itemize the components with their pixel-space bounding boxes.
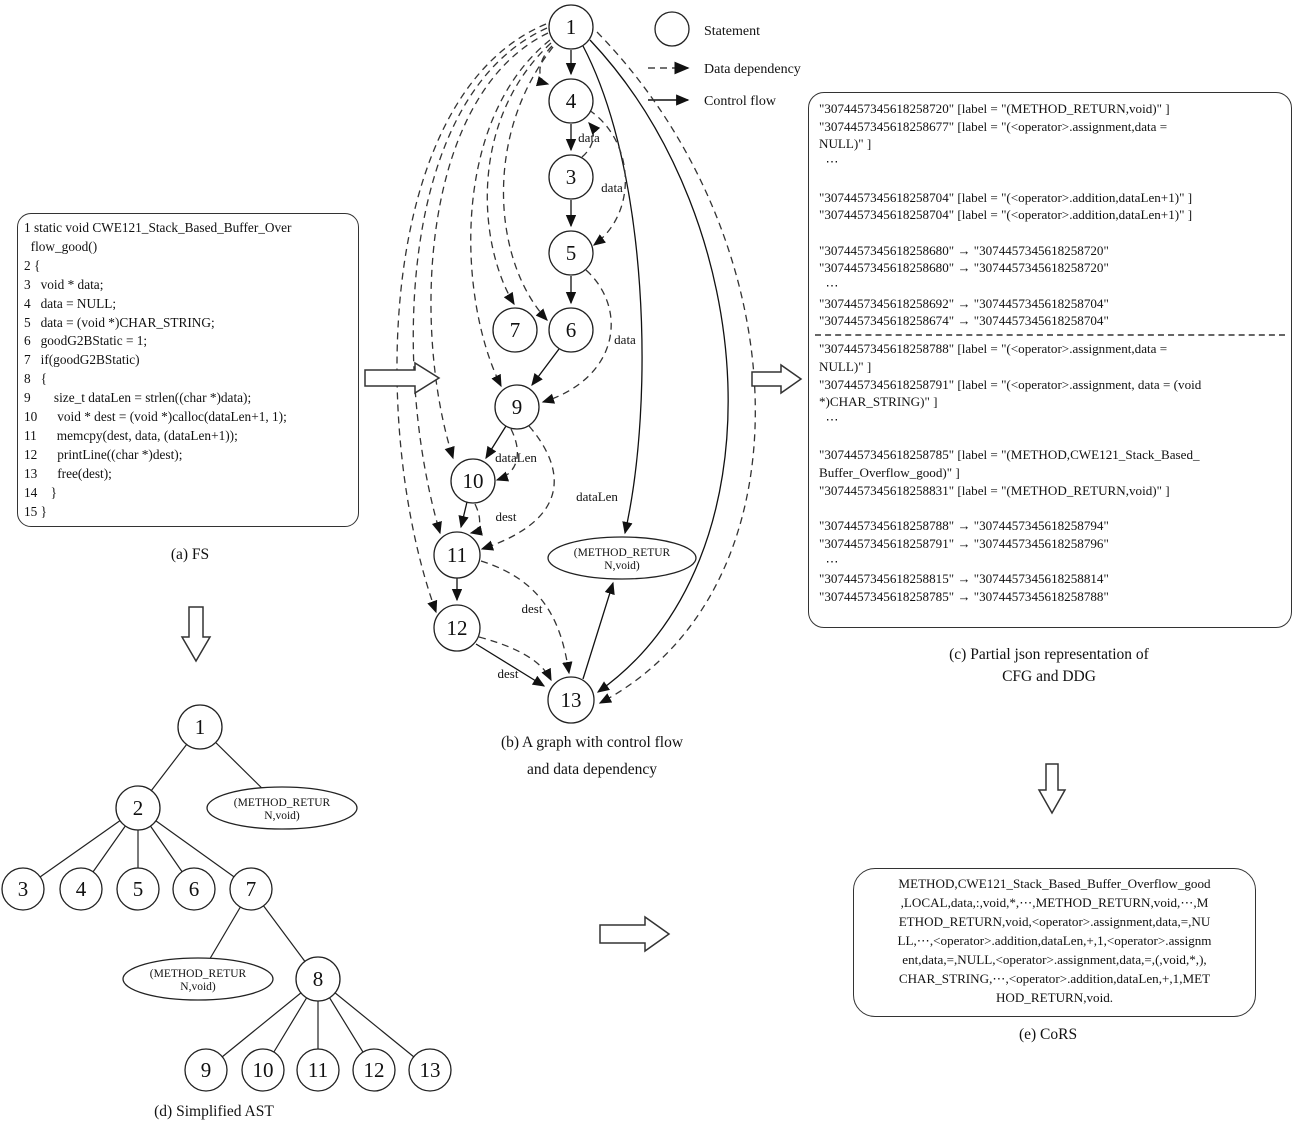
edge-label-data-1: data: [578, 130, 600, 145]
text-line: "3074457345618258831" [label = "(METHOD_RETURN,void)" ]: [819, 482, 1170, 498]
text-line: Buffer_Overflow_good)" ]: [819, 465, 960, 481]
ast-node-1-label: 1: [194, 715, 206, 739]
node-4-label: 4: [565, 89, 577, 113]
text-line: "3074457345618258680" → "3074457345618258720": [819, 242, 1109, 258]
text-line: 7 if(goodG2BStatic): [24, 352, 140, 368]
caption-b-line2: and data dependency: [527, 761, 657, 778]
source-code-panel: [17, 213, 359, 527]
edge-label-dest-1: dest: [495, 509, 517, 524]
edge-dd-1-6: [503, 47, 553, 320]
text-line: [819, 224, 1281, 242]
ast-node-7-label: 7: [245, 877, 257, 901]
caption-c-line1: (c) Partial json representation of: [949, 646, 1149, 663]
graph-b-nodes: [434, 5, 696, 723]
edge-cf-13-method-return: [583, 583, 613, 679]
text-line: 12 printLine((char *)dest);: [24, 446, 183, 462]
json-bottom-section: [819, 340, 1281, 606]
text-line: 15 }: [24, 503, 48, 519]
text-line: HOD_RETURN,void.: [995, 990, 1114, 1005]
legend-statement-circle: [655, 12, 689, 46]
node-10-label: 10: [462, 469, 484, 493]
text-line: ETHOD_RETURN,void,<operator>.assignment,data,=,NU: [898, 914, 1211, 929]
arrow-d-to-e-icon: [600, 917, 669, 951]
ast-node-12-label: 12: [363, 1058, 385, 1082]
arrow-b-to-c-icon: [752, 365, 801, 393]
node-method-return-label-line2: N,void): [604, 560, 640, 572]
text-line: ⋯: [819, 278, 839, 293]
edge-cf-1-method-return: [583, 46, 642, 533]
text-line: CHAR_STRING,⋯,<operator>.addition,dataLen,+,1,MET: [898, 971, 1211, 986]
ast-method-return-2-line1: (METHOD_RETUR: [149, 968, 247, 980]
text-line: 10 void * dest = (void *)calloc(dataLen+1, 1);: [24, 409, 287, 425]
text-line: NULL)" ]: [819, 358, 872, 374]
text-line: "3074457345618258791" [label = "(<operator>.assignment, data = (void: [819, 376, 1202, 392]
text-line: METHOD,CWE121_Stack_Based_Buffer_Overflow_good: [898, 876, 1211, 891]
edge-dd-10-11: [471, 504, 480, 533]
text-line: "3074457345618258791" → "3074457345618258796": [819, 535, 1109, 551]
text-line: ,LOCAL,data,:,void,*,⋯,METHOD_RETURN,void,⋯,M: [900, 895, 1209, 910]
ast-method-return-1-line2: N,void): [264, 810, 300, 822]
json-top-section: [819, 100, 1281, 330]
text-line: 4 data = NULL;: [24, 295, 117, 311]
node-12-label: 12: [446, 616, 468, 640]
node-13-label: 13: [560, 688, 582, 712]
node-5-label: 5: [565, 241, 577, 265]
text-line: 1 static void CWE121_Stack_Based_Buffer_Over: [24, 220, 292, 235]
ast-node-9-label: 9: [200, 1058, 212, 1082]
text-line: "3074457345618258720" [label = "(METHOD_RETURN,void)" ]: [819, 101, 1170, 116]
text-line: 3 void * data;: [24, 276, 104, 292]
text-line: [819, 171, 1281, 189]
node-7-label: 7: [509, 318, 521, 342]
text-line: 2 {: [24, 257, 41, 273]
text-line: "3074457345618258704" [label = "(<operator>.addition,dataLen+1)" ]: [819, 207, 1193, 223]
caption-c-line2: CFG and DDG: [1002, 668, 1096, 685]
node-3-label: 3: [565, 165, 577, 189]
cors-panel: [853, 868, 1256, 1017]
text-line: "3074457345618258680" → "3074457345618258720": [819, 260, 1109, 276]
caption-e: (e) CoRS: [1018, 1026, 1078, 1043]
arrow-c-to-e-icon: [1039, 764, 1065, 813]
ast-node-11-label: 11: [307, 1058, 329, 1082]
text-line: "3074457345618258785" [label = "(METHOD,CWE121_Stack_Based_: [819, 447, 1200, 463]
arrow-a-to-d-icon: [182, 607, 210, 661]
legend-statement-label: Statement: [704, 24, 760, 39]
text-line: ⋯: [819, 154, 839, 170]
edge-cf-10-11: [461, 502, 467, 527]
ast-node-3-label: 3: [17, 877, 29, 901]
text-line: "3074457345618258788" → "3074457345618258794": [819, 518, 1109, 534]
arrow-a-to-b-icon: [365, 363, 439, 393]
text-line: ent,data,=,NULL,<operator>.assignment,data,=,(,void,*,),: [902, 952, 1207, 967]
node-1-label: 1: [565, 15, 577, 39]
edge-label-data-2: data: [601, 180, 623, 195]
edge-label-dest-3: dest: [497, 666, 519, 681]
node-6-label: 6: [565, 318, 577, 342]
legend-data-dependency-label: Data dependency: [704, 62, 801, 77]
ast-method-return-1-line1: (METHOD_RETUR: [233, 797, 331, 809]
caption-a: (a) FS: [170, 546, 210, 563]
text-line: ⋯: [819, 553, 839, 569]
caption-b-line1: (b) A graph with control flow: [500, 734, 684, 751]
node-9-label: 9: [511, 395, 523, 419]
text-line: "3074457345618258692" → "3074457345618258704": [819, 295, 1109, 311]
edge-dd-11-13: [481, 561, 569, 673]
legend-control-flow-label: Control flow: [704, 94, 776, 109]
text-line: "3074457345618258785" → "3074457345618258788": [819, 588, 1109, 604]
node-method-return-label-line1: (METHOD_RETUR: [573, 547, 671, 559]
ast-node-4-label: 4: [75, 877, 87, 901]
edge-dd-1-7: [487, 43, 551, 304]
json-section-divider: [815, 334, 1285, 336]
ast-node-6-label: 6: [188, 877, 200, 901]
text-line: "3074457345618258815" → "3074457345618258814": [819, 571, 1109, 587]
text-line: "3074457345618258677" [label = "(<operator>.assignment,data =: [819, 118, 1168, 134]
ast-node-2-label: 2: [132, 796, 144, 820]
caption-d: (d) Simplified AST: [154, 1103, 274, 1120]
json-cfg-ddg-panel: [808, 92, 1292, 628]
text-line: [819, 429, 1281, 447]
edge-label-datalen-1: dataLen: [495, 450, 537, 465]
edge-label-datalen-2: dataLen: [576, 489, 618, 504]
ast-method-return-2-line2: N,void): [180, 981, 216, 993]
edge-cf-1-13: [590, 40, 728, 692]
text-line: flow_good(): [24, 238, 98, 254]
text-line: ⋯: [819, 411, 839, 427]
text-line: 11 memcpy(dest, data, (dataLen+1));: [24, 427, 238, 443]
text-line: 8 {: [24, 371, 48, 387]
text-line: 14 }: [24, 484, 57, 500]
edge-label-data-3: data: [614, 332, 636, 347]
edge-cf-6-9: [532, 349, 559, 385]
ast-node-10-label: 10: [252, 1058, 274, 1082]
edge-dd-1-13: [597, 32, 755, 703]
text-line: NULL)" ]: [819, 136, 872, 152]
ast-node-8-label: 8: [312, 967, 324, 991]
text-line: 9 size_t dataLen = strlen((char *)data);: [24, 390, 252, 406]
text-line: "3074457345618258704" [label = "(<operator>.addition,dataLen+1)" ]: [819, 189, 1193, 205]
text-line: *)CHAR_STRING)" ]: [819, 394, 938, 410]
node-11-label: 11: [446, 543, 468, 567]
text-line: 5 data = (void *)CHAR_STRING;: [24, 314, 215, 330]
ast-node-13-label: 13: [419, 1058, 441, 1082]
text-line: "3074457345618258788" [label = "(<operator>.assignment,data =: [819, 341, 1168, 357]
text-line: [819, 499, 1281, 517]
text-line: "3074457345618258674" → "3074457345618258704": [819, 313, 1109, 329]
text-line: 6 goodG2BStatic = 1;: [24, 333, 148, 349]
text-line: LL,⋯,<operator>.addition,dataLen,+,1,<operator>.assignm: [897, 933, 1212, 948]
ast-node-5-label: 5: [132, 877, 144, 901]
text-line: 13 free(dest);: [24, 465, 112, 481]
edge-label-dest-2: dest: [521, 601, 543, 616]
